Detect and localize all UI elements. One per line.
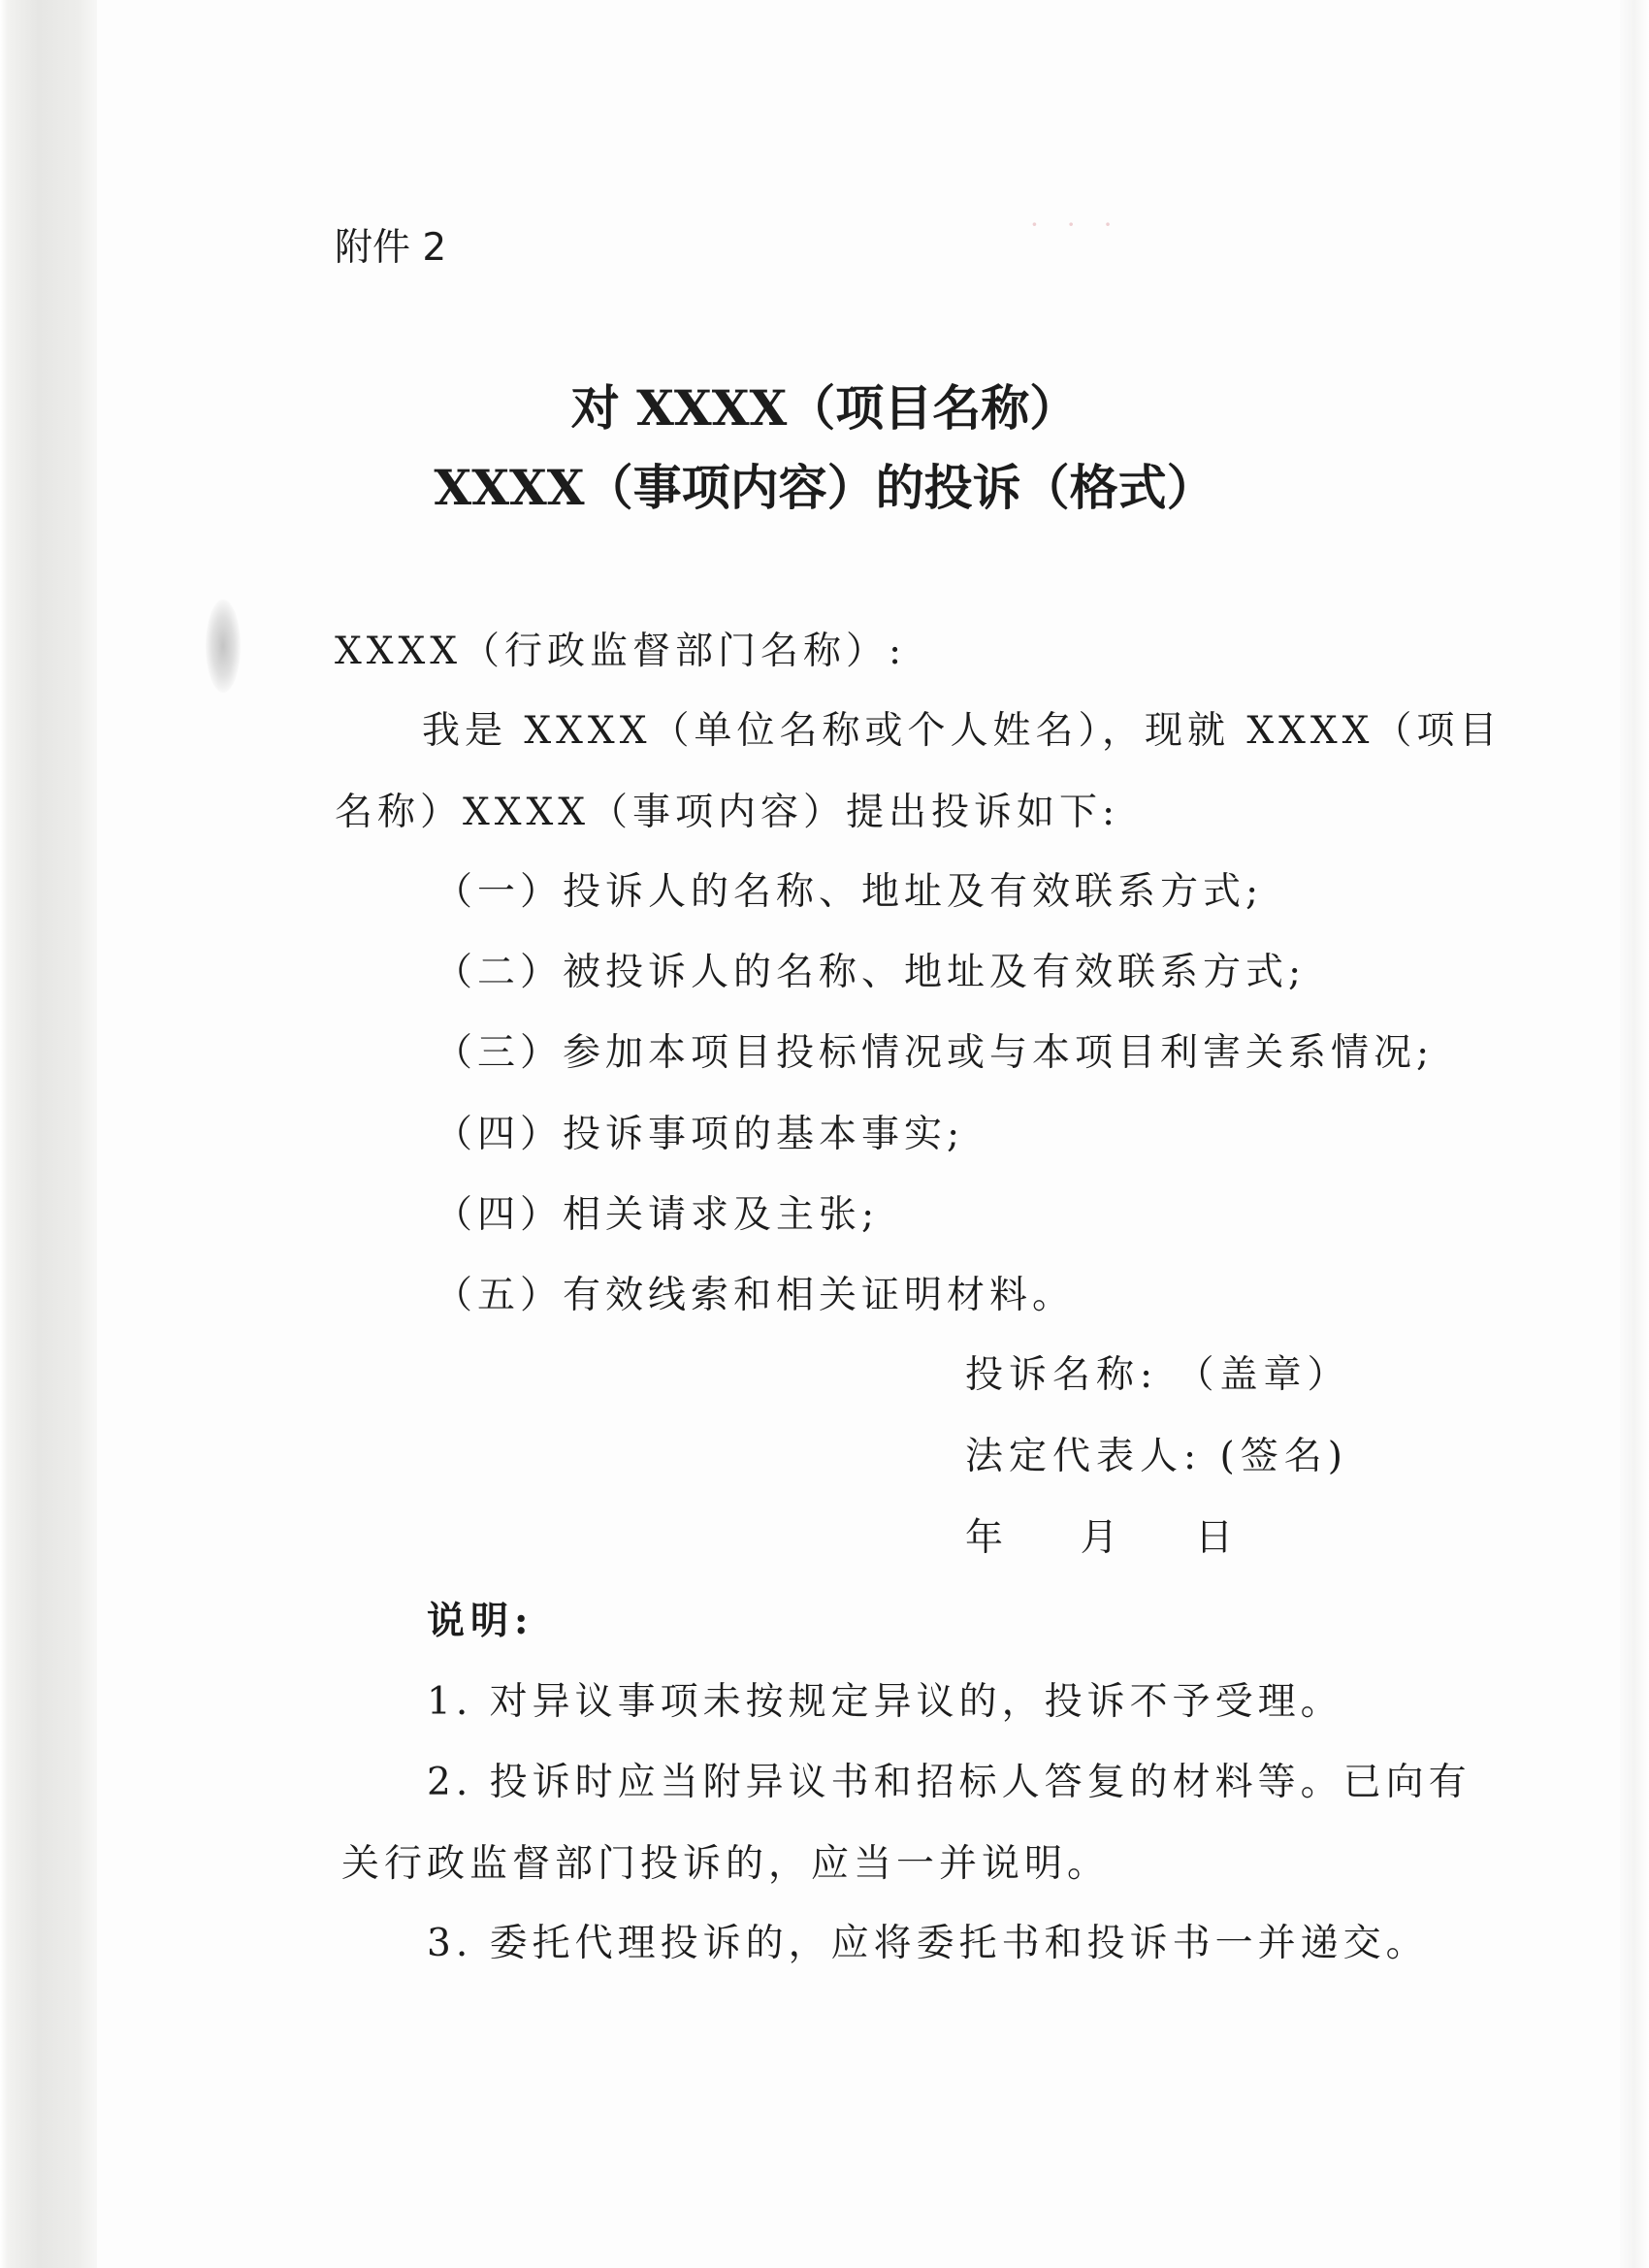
- faint-bleedthrough-mark: · · ·: [1030, 209, 1122, 241]
- attachment-label: 附件 2: [335, 226, 447, 270]
- addressee-line: XXXX（行政监督部门名称）:: [335, 630, 907, 673]
- note-2-line-1: 2. 投诉时应当附异议书和招标人答复的材料等。已向有: [427, 1761, 1471, 1804]
- item-6: （五）有效线索和相关证明材料。: [435, 1274, 1076, 1317]
- item-5: （四）相关请求及主张;: [435, 1193, 880, 1237]
- note-1: 1. 对异议事项未按规定异议的，投诉不予受理。: [427, 1680, 1343, 1724]
- item-3: （三）参加本项目投标情况或与本项目利害关系情况;: [435, 1031, 1435, 1075]
- signature-representative: 法定代表人: (签名): [965, 1435, 1348, 1478]
- document-title-line2: XXXX（事项内容）的投诉（格式）: [434, 459, 1215, 516]
- intro-line-1: 我是 XXXX（单位名称或个人姓名），现就 XXXX（项目: [422, 709, 1503, 753]
- notes-heading: 说明:: [427, 1599, 534, 1643]
- ink-smudge: [206, 599, 241, 693]
- item-1: （一）投诉人的名称、地址及有效联系方式;: [435, 870, 1264, 914]
- signature-date: 年 月 日: [965, 1516, 1240, 1560]
- scan-shadow-right: [1620, 0, 1649, 2268]
- intro-line-2: 名称）XXXX（事项内容）提出投诉如下:: [335, 791, 1120, 834]
- document-title-line1: 对 XXXX（项目名称）: [570, 379, 1079, 437]
- item-4: （四）投诉事项的基本事实;: [435, 1113, 965, 1156]
- scan-shadow-left: [0, 0, 97, 2268]
- note-3: 3. 委托代理投诉的，应将委托书和投诉书一并递交。: [427, 1922, 1429, 1965]
- note-2-line-2: 关行政监督部门投诉的，应当一并说明。: [341, 1842, 1111, 1886]
- item-2: （二）被投诉人的名称、地址及有效联系方式;: [435, 951, 1307, 994]
- signature-complainant: 投诉名称: （盖章）: [965, 1353, 1351, 1397]
